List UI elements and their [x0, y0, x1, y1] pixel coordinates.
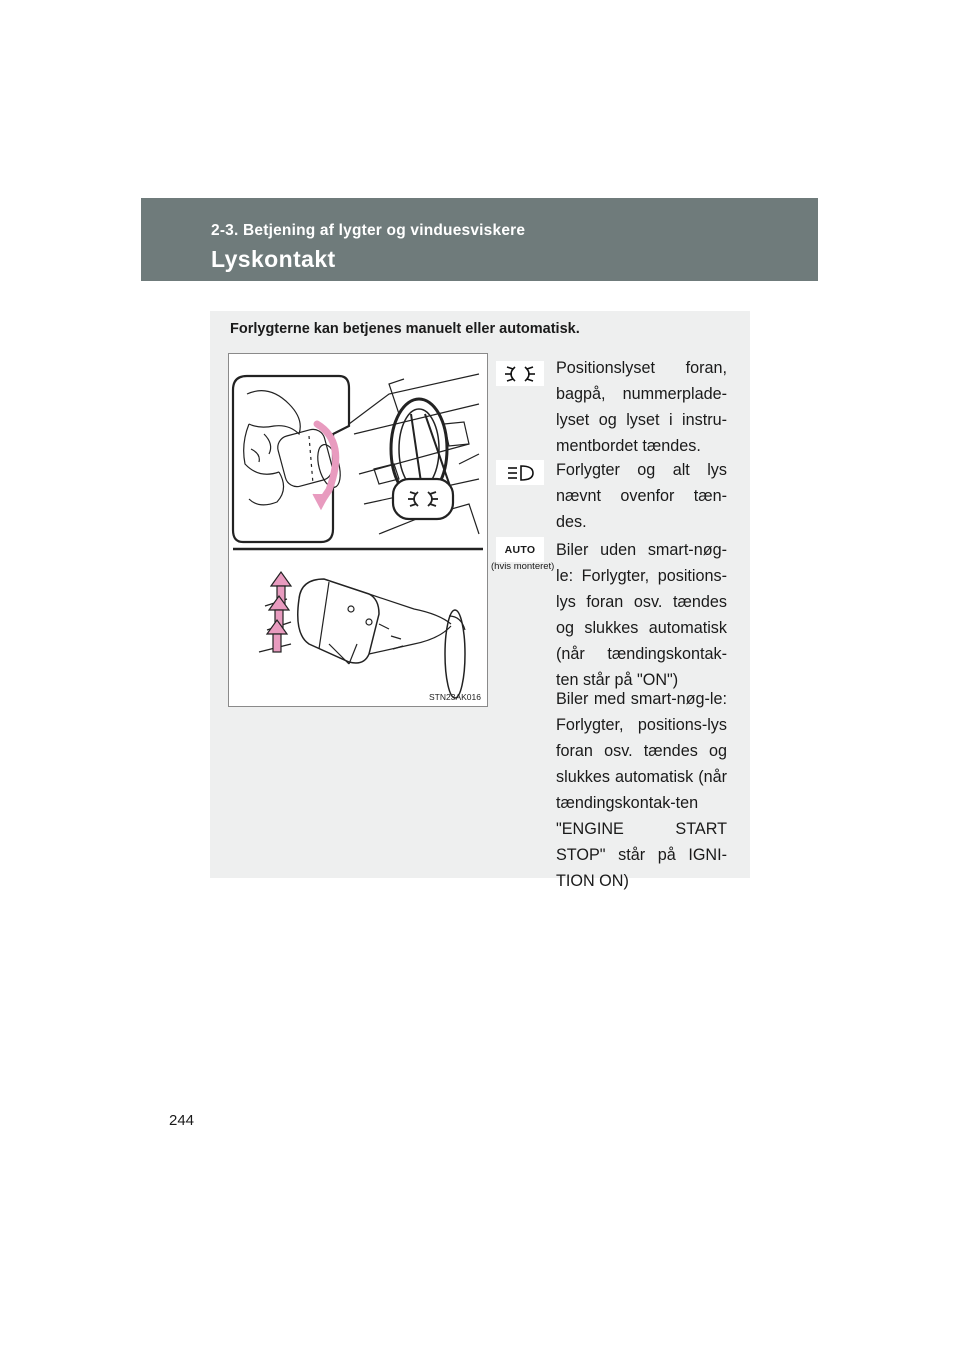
headlight-description: Forlygter og alt lys nævnt ovenfor tæn-des. [556, 461, 727, 531]
auto-description-smart-key: Biler med smart-nøg-le: Forlygter, positions-lys foran osv. tændes og slukkes automatisk (når tændingskontak-ten "ENGINE START STOP" står på IGNI-TION ON) [556, 690, 727, 890]
page-title: Lyskontakt [211, 246, 336, 272]
auto-icon [496, 537, 544, 562]
content-panel [210, 311, 750, 890]
chapter-header [141, 198, 818, 281]
tail-light-description: Positionslyset foran, bagpå, nummerplade-lyset og lyset i instru-mentbordet tændes. [556, 359, 727, 455]
fitted-note: (hvis monteret) [491, 561, 555, 572]
headlight-icon [496, 460, 544, 485]
intro-text: Forlygterne kan betjenes manuelt eller automatisk. [230, 321, 580, 337]
tail-light-icon [496, 361, 544, 386]
auto-description-no-smart-key: Biler uden smart-nøg-le: Forlygter, positions-lys foran osv. tændes og slukkes automatisk (når tændingskontak-ten står på "ON") [556, 541, 727, 689]
light-switch-drawing [229, 354, 487, 706]
figure-code: STN23AK016 [429, 692, 481, 702]
section-label: 2-3. Betjening af lygter og vinduesviskere [211, 222, 526, 239]
page-number: 244 [169, 1112, 195, 1129]
auto-icon-label: AUTO [504, 543, 536, 556]
light-switch-illustration [228, 353, 488, 707]
